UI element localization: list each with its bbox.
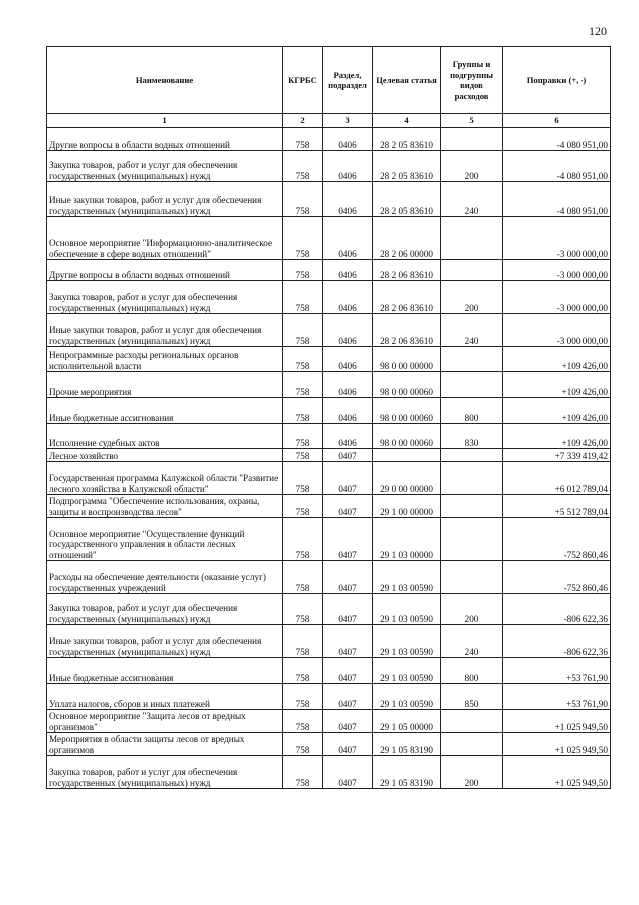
row-group [441,347,503,372]
row-section: 0406 [323,398,373,424]
row-group: 800 [441,398,503,424]
row-section: 0406 [323,217,373,260]
row-target: 29 1 03 00590 [373,684,441,710]
table-row [47,518,611,561]
row-name: Закупка товаров, работ и услуг для обеспечения государственных (муниципальных) нужд [47,151,283,182]
row-amount: +1 025 949,50 [503,710,611,733]
row-kgrbs: 758 [283,347,323,372]
header-section: Раздел, подраздел [323,47,373,114]
table-row [47,372,611,398]
row-section: 0407 [323,594,373,625]
header-group: Группы и подгруппы видов расходов [441,47,503,114]
table-row [47,594,611,625]
row-target: 98 0 00 00060 [373,424,441,449]
row-kgrbs: 758 [283,314,323,347]
row-amount: -752 860,46 [503,561,611,594]
row-target: 28 2 06 83610 [373,281,441,314]
row-target: 28 2 05 83610 [373,128,441,151]
row-section: 0407 [323,625,373,658]
row-name: Иные бюджетные ассигнования [47,658,283,684]
row-amount: +109 426,00 [503,424,611,449]
column-number: 2 [283,114,323,128]
table-row [47,128,611,151]
row-target: 29 1 03 00000 [373,518,441,561]
row-section: 0407 [323,733,373,756]
table-row [47,260,611,281]
row-amount: +109 426,00 [503,398,611,424]
table-row [47,151,611,182]
row-target: 29 1 05 83190 [373,756,441,789]
row-section: 0406 [323,424,373,449]
table-row [47,424,611,449]
page-number: 120 [589,24,607,38]
row-name: Государственная программа Калужской области "Развитие лесного хозяйства в Калужской области" [47,462,283,495]
row-name: Расходы на обеспечение деятельности (оказание услуг) государственных учреждений [47,561,283,594]
row-target: 29 1 00 00000 [373,495,441,518]
row-name: Иные закупки товаров, работ и услуг для обеспечения государственных (муниципальных) нужд [47,182,283,217]
row-amount: +1 025 949,50 [503,733,611,756]
row-amount: -3 000 000,00 [503,314,611,347]
row-target: 29 1 03 00590 [373,594,441,625]
row-name: Лесное хозяйство [47,449,283,462]
row-amount: -4 080 951,00 [503,151,611,182]
row-target: 28 2 06 00000 [373,217,441,260]
table-row [47,182,611,217]
row-kgrbs: 758 [283,710,323,733]
row-group: 240 [441,625,503,658]
row-amount: -752 860,46 [503,518,611,561]
table-row [47,495,611,518]
row-section: 0407 [323,658,373,684]
row-name: Непрограммные расходы региональных органов исполнительной власти [47,347,283,372]
row-name: Основное мероприятие "Информационно-аналитическое обеспечение в сфере водных отношений" [47,217,283,260]
row-amount: +1 025 949,50 [503,756,611,789]
row-name: Закупка товаров, работ и услуг для обеспечения государственных (муниципальных) нужд [47,756,283,789]
row-kgrbs: 758 [283,217,323,260]
row-group [441,372,503,398]
row-target: 98 0 00 00060 [373,372,441,398]
column-number: 1 [47,114,283,128]
row-group [441,462,503,495]
table-row [47,398,611,424]
row-amount: -806 622,36 [503,625,611,658]
row-section: 0406 [323,314,373,347]
row-section: 0407 [323,518,373,561]
row-target: 28 2 06 83610 [373,314,441,347]
row-amount: +109 426,00 [503,347,611,372]
column-number: 5 [441,114,503,128]
row-section: 0406 [323,182,373,217]
row-amount: +6 012 789,04 [503,462,611,495]
row-amount: +53 761,90 [503,684,611,710]
column-number: 6 [503,114,611,128]
row-target: 98 0 00 00060 [373,398,441,424]
row-kgrbs: 758 [283,625,323,658]
header-target: Целевая статья [373,47,441,114]
row-section: 0407 [323,462,373,495]
row-section: 0406 [323,128,373,151]
row-kgrbs: 758 [283,372,323,398]
column-number-row [47,114,611,128]
header-kgrbs: КГРБС [283,47,323,114]
row-amount: -4 080 951,00 [503,128,611,151]
row-section: 0407 [323,684,373,710]
row-name: Другие вопросы в области водных отношений [47,260,283,281]
row-group: 200 [441,281,503,314]
row-group: 200 [441,151,503,182]
row-amount: +109 426,00 [503,372,611,398]
row-target: 28 2 06 83610 [373,260,441,281]
row-section: 0406 [323,372,373,398]
row-group [441,518,503,561]
row-group [441,128,503,151]
table-row [47,217,611,260]
row-kgrbs: 758 [283,756,323,789]
row-target: 29 1 03 00590 [373,625,441,658]
row-kgrbs: 758 [283,151,323,182]
row-group: 850 [441,684,503,710]
row-kgrbs: 758 [283,462,323,495]
row-kgrbs: 758 [283,518,323,561]
row-group: 830 [441,424,503,449]
row-name: Закупка товаров, работ и услуг для обеспечения государственных (муниципальных) нужд [47,594,283,625]
row-name: Закупка товаров, работ и услуг для обеспечения государственных (муниципальных) нужд [47,281,283,314]
header-row [47,47,611,114]
table-row [47,756,611,789]
row-kgrbs: 758 [283,398,323,424]
row-kgrbs: 758 [283,561,323,594]
row-name: Иные закупки товаров, работ и услуг для обеспечения государственных (муниципальных) нужд [47,314,283,347]
column-number: 3 [323,114,373,128]
row-name: Исполнение судебных актов [47,424,283,449]
row-group [441,260,503,281]
row-kgrbs: 758 [283,182,323,217]
row-kgrbs: 758 [283,684,323,710]
row-group [441,495,503,518]
row-target: 29 1 03 00590 [373,561,441,594]
table-row [47,710,611,733]
row-amount: -4 080 951,00 [503,182,611,217]
row-amount: +7 339 419,42 [503,449,611,462]
row-name: Другие вопросы в области водных отношений [47,128,283,151]
row-kgrbs: 758 [283,495,323,518]
table-row [47,658,611,684]
row-amount: -806 622,36 [503,594,611,625]
row-group: 800 [441,658,503,684]
row-kgrbs: 758 [283,260,323,281]
row-name: Прочие мероприятия [47,372,283,398]
row-target: 29 1 03 00590 [373,658,441,684]
row-name: Основное мероприятие "Осуществление функций государственного управления в области лесных отношений" [47,518,283,561]
row-target [373,449,441,462]
row-kgrbs: 758 [283,281,323,314]
row-section: 0406 [323,347,373,372]
row-target: 29 1 05 83190 [373,733,441,756]
row-group: 240 [441,182,503,217]
row-group: 200 [441,756,503,789]
row-section: 0407 [323,495,373,518]
row-section: 0406 [323,260,373,281]
row-section: 0406 [323,151,373,182]
budget-amendments-table [46,46,611,789]
row-amount: +5 512 789,04 [503,495,611,518]
table-row [47,314,611,347]
row-name: Подпрограмма "Обеспечение использования, охраны, защиты и воспроизводства лесов" [47,495,283,518]
row-kgrbs: 758 [283,658,323,684]
table-row [47,684,611,710]
table-row [47,561,611,594]
row-group [441,733,503,756]
table-row [47,733,611,756]
row-name: Иные бюджетные ассигнования [47,398,283,424]
row-kgrbs: 758 [283,733,323,756]
row-amount: +53 761,90 [503,658,611,684]
table-row [47,281,611,314]
row-group: 200 [441,594,503,625]
header-name: Наименование [47,47,283,114]
row-kgrbs: 758 [283,128,323,151]
row-section: 0407 [323,710,373,733]
column-number: 4 [373,114,441,128]
row-group [441,561,503,594]
row-group [441,217,503,260]
row-amount: -3 000 000,00 [503,217,611,260]
row-group [441,710,503,733]
row-name: Уплата налогов, сборов и иных платежей [47,684,283,710]
row-section: 0406 [323,281,373,314]
table-row [47,449,611,462]
table-row [47,462,611,495]
row-target: 28 2 05 83610 [373,151,441,182]
row-target: 29 1 05 00000 [373,710,441,733]
row-name: Мероприятия в области защиты лесов от вредных организмов [47,733,283,756]
row-group: 240 [441,314,503,347]
table-row [47,347,611,372]
row-target: 29 0 00 00000 [373,462,441,495]
row-section: 0407 [323,561,373,594]
table-body [47,128,611,789]
row-section: 0407 [323,756,373,789]
row-kgrbs: 758 [283,594,323,625]
table-row [47,625,611,658]
row-target: 98 0 00 00000 [373,347,441,372]
row-section: 0407 [323,449,373,462]
row-kgrbs: 758 [283,449,323,462]
row-amount: -3 000 000,00 [503,281,611,314]
row-amount: -3 000 000,00 [503,260,611,281]
header-amendment: Поправки (+, -) [503,47,611,114]
row-name: Основное мероприятие "Защита лесов от вредных организмов" [47,710,283,733]
row-name: Иные закупки товаров, работ и услуг для обеспечения государственных (муниципальных) нужд [47,625,283,658]
row-target: 28 2 05 83610 [373,182,441,217]
row-kgrbs: 758 [283,424,323,449]
row-group [441,449,503,462]
